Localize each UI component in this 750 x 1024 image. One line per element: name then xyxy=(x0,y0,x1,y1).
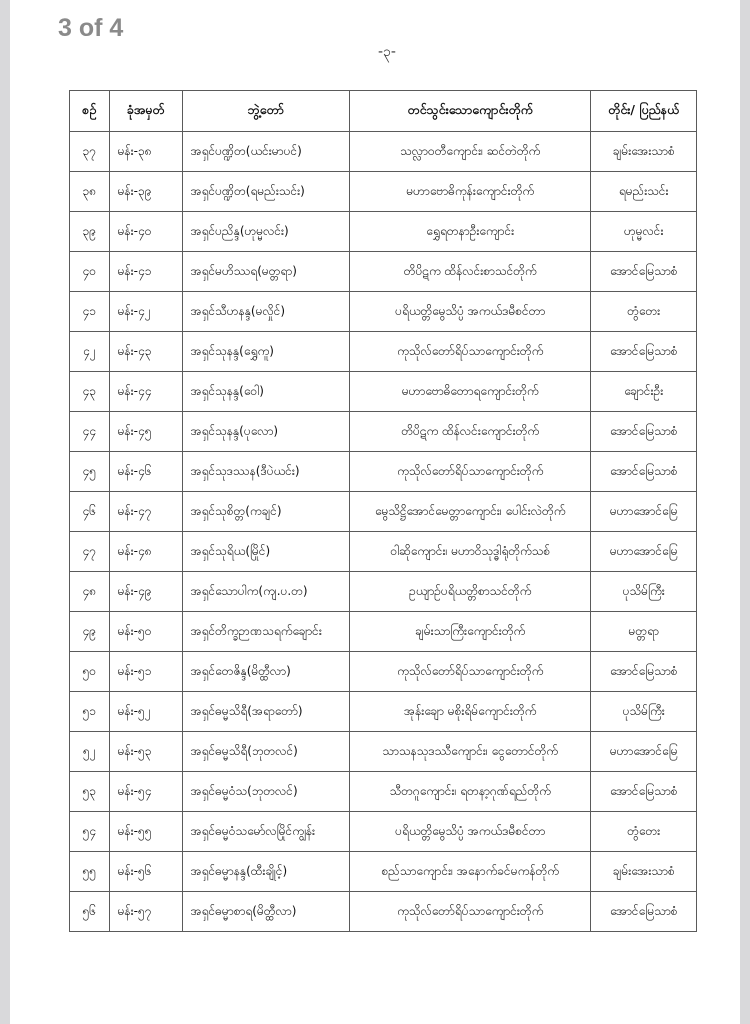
cell-title: အရှင်သုဒဿန(ဒီပဲယင်း) xyxy=(182,452,349,492)
cell-title: အရှင်သောပါက(ကျ.ပ.တ) xyxy=(182,572,349,612)
cell-seat-number: မန်း-၄၆ xyxy=(109,452,182,492)
cell-serial: ၅၁ xyxy=(70,692,110,732)
cell-monastery: ချမ်းသာကြီးကျောင်းတိုက် xyxy=(350,612,591,652)
cell-title: အရှင်ဓမ္မာနန္ဒ(ထီးချိုင့်) xyxy=(182,852,349,892)
table-header-row xyxy=(70,91,697,132)
cell-monastery: ကုသိုလ်တော်ရိပ်သာကျောင်းတိုက် xyxy=(350,332,591,372)
cell-title: အရှင်သုနန္ဒ(ဝေါ) xyxy=(182,372,349,412)
table-row xyxy=(70,812,697,852)
header-title: ဘွဲ့တော် xyxy=(182,91,349,132)
cell-monastery: မဟာဗောဓိတောရကျောင်းတိုက် xyxy=(350,372,591,412)
cell-serial: ၄၈ xyxy=(70,572,110,612)
cell-monastery: ကုသိုလ်တော်ရိပ်သာကျောင်းတိုက် xyxy=(350,892,591,932)
cell-serial: ၄၁ xyxy=(70,292,110,332)
cell-seat-number: မန်း-၄၉ xyxy=(109,572,182,612)
cell-monastery: အုန်းချော မစိုးရိမ်ကျောင်းတိုက် xyxy=(350,692,591,732)
cell-seat-number: မန်း-၄၇ xyxy=(109,492,182,532)
cell-serial: ၅၂ xyxy=(70,732,110,772)
cell-region: အောင်မြေသာစံ xyxy=(591,412,697,452)
cell-seat-number: မန်း-၅၂ xyxy=(109,692,182,732)
cell-monastery: ပရိယတ္တိမွေသိပ္ပံ အကယ်ဒမီစင်တာ xyxy=(350,812,591,852)
cell-seat-number: မန်း-၄၁ xyxy=(109,252,182,292)
cell-monastery: ပရိယတ္တိမွေသိပ္ပံ အကယ်ဒမီစင်တာ xyxy=(350,292,591,332)
cell-serial: ၃၉ xyxy=(70,212,110,252)
table-row xyxy=(70,292,697,332)
cell-region: အောင်မြေသာစံ xyxy=(591,332,697,372)
cell-title: အရှင်ပညိန္ဒ(ဟုမ္မလင်း) xyxy=(182,212,349,252)
cell-serial: ၄၃ xyxy=(70,372,110,412)
cell-serial: ၅၄ xyxy=(70,812,110,852)
cell-seat-number: မန်း-၄၃ xyxy=(109,332,182,372)
table-row xyxy=(70,172,697,212)
table-row xyxy=(70,492,697,532)
cell-region: မဟာအောင်မြေ xyxy=(591,532,697,572)
cell-seat-number: မန်း-၃၉ xyxy=(109,172,182,212)
cell-seat-number: မန်း-၄၈ xyxy=(109,532,182,572)
cell-monastery: မဟာဗောဓိကုန်းကျောင်းတိုက် xyxy=(350,172,591,212)
cell-serial: ၄၄ xyxy=(70,412,110,452)
cell-serial: ၄၂ xyxy=(70,332,110,372)
cell-region: မဟာအောင်မြေ xyxy=(591,732,697,772)
cell-title: အရှင်ပဏ္ဍိတ(ရမည်းသင်း) xyxy=(182,172,349,212)
cell-monastery: ကုသိုလ်တော်ရိပ်သာကျောင်းတိုက် xyxy=(350,452,591,492)
cell-serial: ၅၃ xyxy=(70,772,110,812)
table-row xyxy=(70,252,697,292)
cell-seat-number: မန်း-၃၈ xyxy=(109,132,182,172)
cell-region: ချောင်းဦး xyxy=(591,372,697,412)
cell-seat-number: မန်း-၅၅ xyxy=(109,812,182,852)
cell-title: အရှင်မဟိဿရ(မတ္တရာ) xyxy=(182,252,349,292)
cell-serial: ၄၇ xyxy=(70,532,110,572)
cell-title: အရှင်သုစိတ္တ(ကချင်) xyxy=(182,492,349,532)
cell-seat-number: မန်း-၅၀ xyxy=(109,612,182,652)
table-row xyxy=(70,652,697,692)
candidate-table xyxy=(69,90,697,932)
cell-region: အောင်မြေသာစံ xyxy=(591,452,697,492)
cell-monastery: တိပိဋက ထိန်လင်းစာသင်တိုက် xyxy=(350,252,591,292)
cell-serial: ၅၅ xyxy=(70,852,110,892)
table-row xyxy=(70,332,697,372)
cell-region: တွံတေး xyxy=(591,812,697,852)
cell-region: ချမ်းအေးသာစံ xyxy=(591,132,697,172)
cell-title: အရှင်သီဟနန္ဒ(မလှိုင်) xyxy=(182,292,349,332)
cell-monastery: ဝါဆိုကျောင်း၊ မဟာဝိသုဒ္ဓါရုံတိုက်သစ် xyxy=(350,532,591,572)
table-row xyxy=(70,852,697,892)
cell-serial: ၄၆ xyxy=(70,492,110,532)
cell-monastery: မွေသိဋ္ဌိအောင်မေတ္တာကျောင်း၊ ပေါင်းလဲတိုက် xyxy=(350,492,591,532)
cell-seat-number: မန်း-၅၇ xyxy=(109,892,182,932)
cell-title: အရှင်တေဇိန္ဒ(မိတ္ထီလာ) xyxy=(182,652,349,692)
cell-seat-number: မန်း-၄၀ xyxy=(109,212,182,252)
cell-title: အရှင်ဓမ္မာစာရ(မိတ္ထီလာ) xyxy=(182,892,349,932)
cell-monastery: သလ္လာဝတီကျောင်း၊ ဆင်တဲတိုက် xyxy=(350,132,591,172)
cell-region: အောင်မြေသာစံ xyxy=(591,892,697,932)
cell-monastery: သာသနသုဒဿီကျောင်း၊ ငွေတောင်တိုက် xyxy=(350,732,591,772)
table-row xyxy=(70,572,697,612)
cell-monastery: စည်သာကျောင်း၊ အနောက်ခင်မကန်တိုက် xyxy=(350,852,591,892)
header-seat-number: ခုံအမှတ် xyxy=(109,91,182,132)
table-row xyxy=(70,212,697,252)
header-serial: စဉ် xyxy=(70,91,110,132)
table-row xyxy=(70,372,697,412)
cell-region: အောင်မြေသာစံ xyxy=(591,252,697,292)
cell-seat-number: မန်း-၄၅ xyxy=(109,412,182,452)
cell-serial: ၄၉ xyxy=(70,612,110,652)
cell-region: အောင်မြေသာစံ xyxy=(591,652,697,692)
cell-serial: ၅၀ xyxy=(70,652,110,692)
table-row xyxy=(70,532,697,572)
cell-title: အရှင်ဓမ္မသိရီ(ဘုတလင်) xyxy=(182,732,349,772)
table-row xyxy=(70,732,697,772)
cell-title: အရှင်တိက္ခဉာဏသရက်ချောင်း xyxy=(182,612,349,652)
page-number: -၃- xyxy=(378,44,396,60)
cell-region: အောင်မြေသာစံ xyxy=(591,772,697,812)
cell-seat-number: မန်း-၄၄ xyxy=(109,372,182,412)
cell-region: ဟုမ္မလင်း xyxy=(591,212,697,252)
cell-region: ပုသိမ်ကြီး xyxy=(591,572,697,612)
cell-title: အရှင်သုနန္ဒ(ပုလော) xyxy=(182,412,349,452)
cell-seat-number: မန်း-၅၃ xyxy=(109,732,182,772)
cell-title: အရှင်သုနန္ဒ(ရွှေကူ) xyxy=(182,332,349,372)
cell-seat-number: မန်း-၅၄ xyxy=(109,772,182,812)
cell-seat-number: မန်း-၄၂ xyxy=(109,292,182,332)
cell-serial: ၄၅ xyxy=(70,452,110,492)
cell-region: ပုသိမ်ကြီး xyxy=(591,692,697,732)
cell-region: တွံတေး xyxy=(591,292,697,332)
cell-region: ချမ်းအေးသာစံ xyxy=(591,852,697,892)
cell-title: အရှင်သုရိယ(မြိုင်) xyxy=(182,532,349,572)
cell-seat-number: မန်း-၅၆ xyxy=(109,852,182,892)
cell-title: အရှင်ဓမ္မသိရီ(အရာတော်) xyxy=(182,692,349,732)
header-monastery: တင်သွင်းသောကျောင်းတိုက် xyxy=(350,91,591,132)
cell-serial: ၄၀ xyxy=(70,252,110,292)
cell-monastery: ကုသိုလ်တော်ရိပ်သာကျောင်းတိုက် xyxy=(350,652,591,692)
table-row xyxy=(70,412,697,452)
cell-region: ရမည်းသင်း xyxy=(591,172,697,212)
cell-monastery: ဥယျာဉ်ပရိယတ္တိစာသင်တိုက် xyxy=(350,572,591,612)
document-page xyxy=(10,0,740,1024)
cell-monastery: သီတဂူကျောင်း၊ ရတနာ့ဂုဏ်ရည်တိုက် xyxy=(350,772,591,812)
cell-title: အရှင်ပဏ္ဍိတ(ယင်းမာပင်) xyxy=(182,132,349,172)
cell-monastery: တိပိဋက ထိန်လင်းကျောင်းတိုက် xyxy=(350,412,591,452)
cell-seat-number: မန်း-၅၁ xyxy=(109,652,182,692)
cell-monastery: ရွှေရတနာဦးကျောင်း xyxy=(350,212,591,252)
cell-region: မဟာအောင်မြေ xyxy=(591,492,697,532)
page-counter: 3 of 4 xyxy=(58,14,124,42)
cell-serial: ၃၈ xyxy=(70,172,110,212)
table-row xyxy=(70,452,697,492)
table-row xyxy=(70,132,697,172)
table-row xyxy=(70,612,697,652)
cell-serial: ၅၆ xyxy=(70,892,110,932)
table-row xyxy=(70,772,697,812)
cell-region: မတ္တရာ xyxy=(591,612,697,652)
cell-title: အရှင်ဓမ္မဝံသ(ဘုတလင်) xyxy=(182,772,349,812)
cell-serial: ၃၇ xyxy=(70,132,110,172)
header-region: တိုင်း/ ပြည်နယ် xyxy=(591,91,697,132)
cell-title: အရှင်ဓမ္မဝံသမော်လမြိုင်ကျွန်း xyxy=(182,812,349,852)
table-row xyxy=(70,692,697,732)
table-row xyxy=(70,892,697,932)
